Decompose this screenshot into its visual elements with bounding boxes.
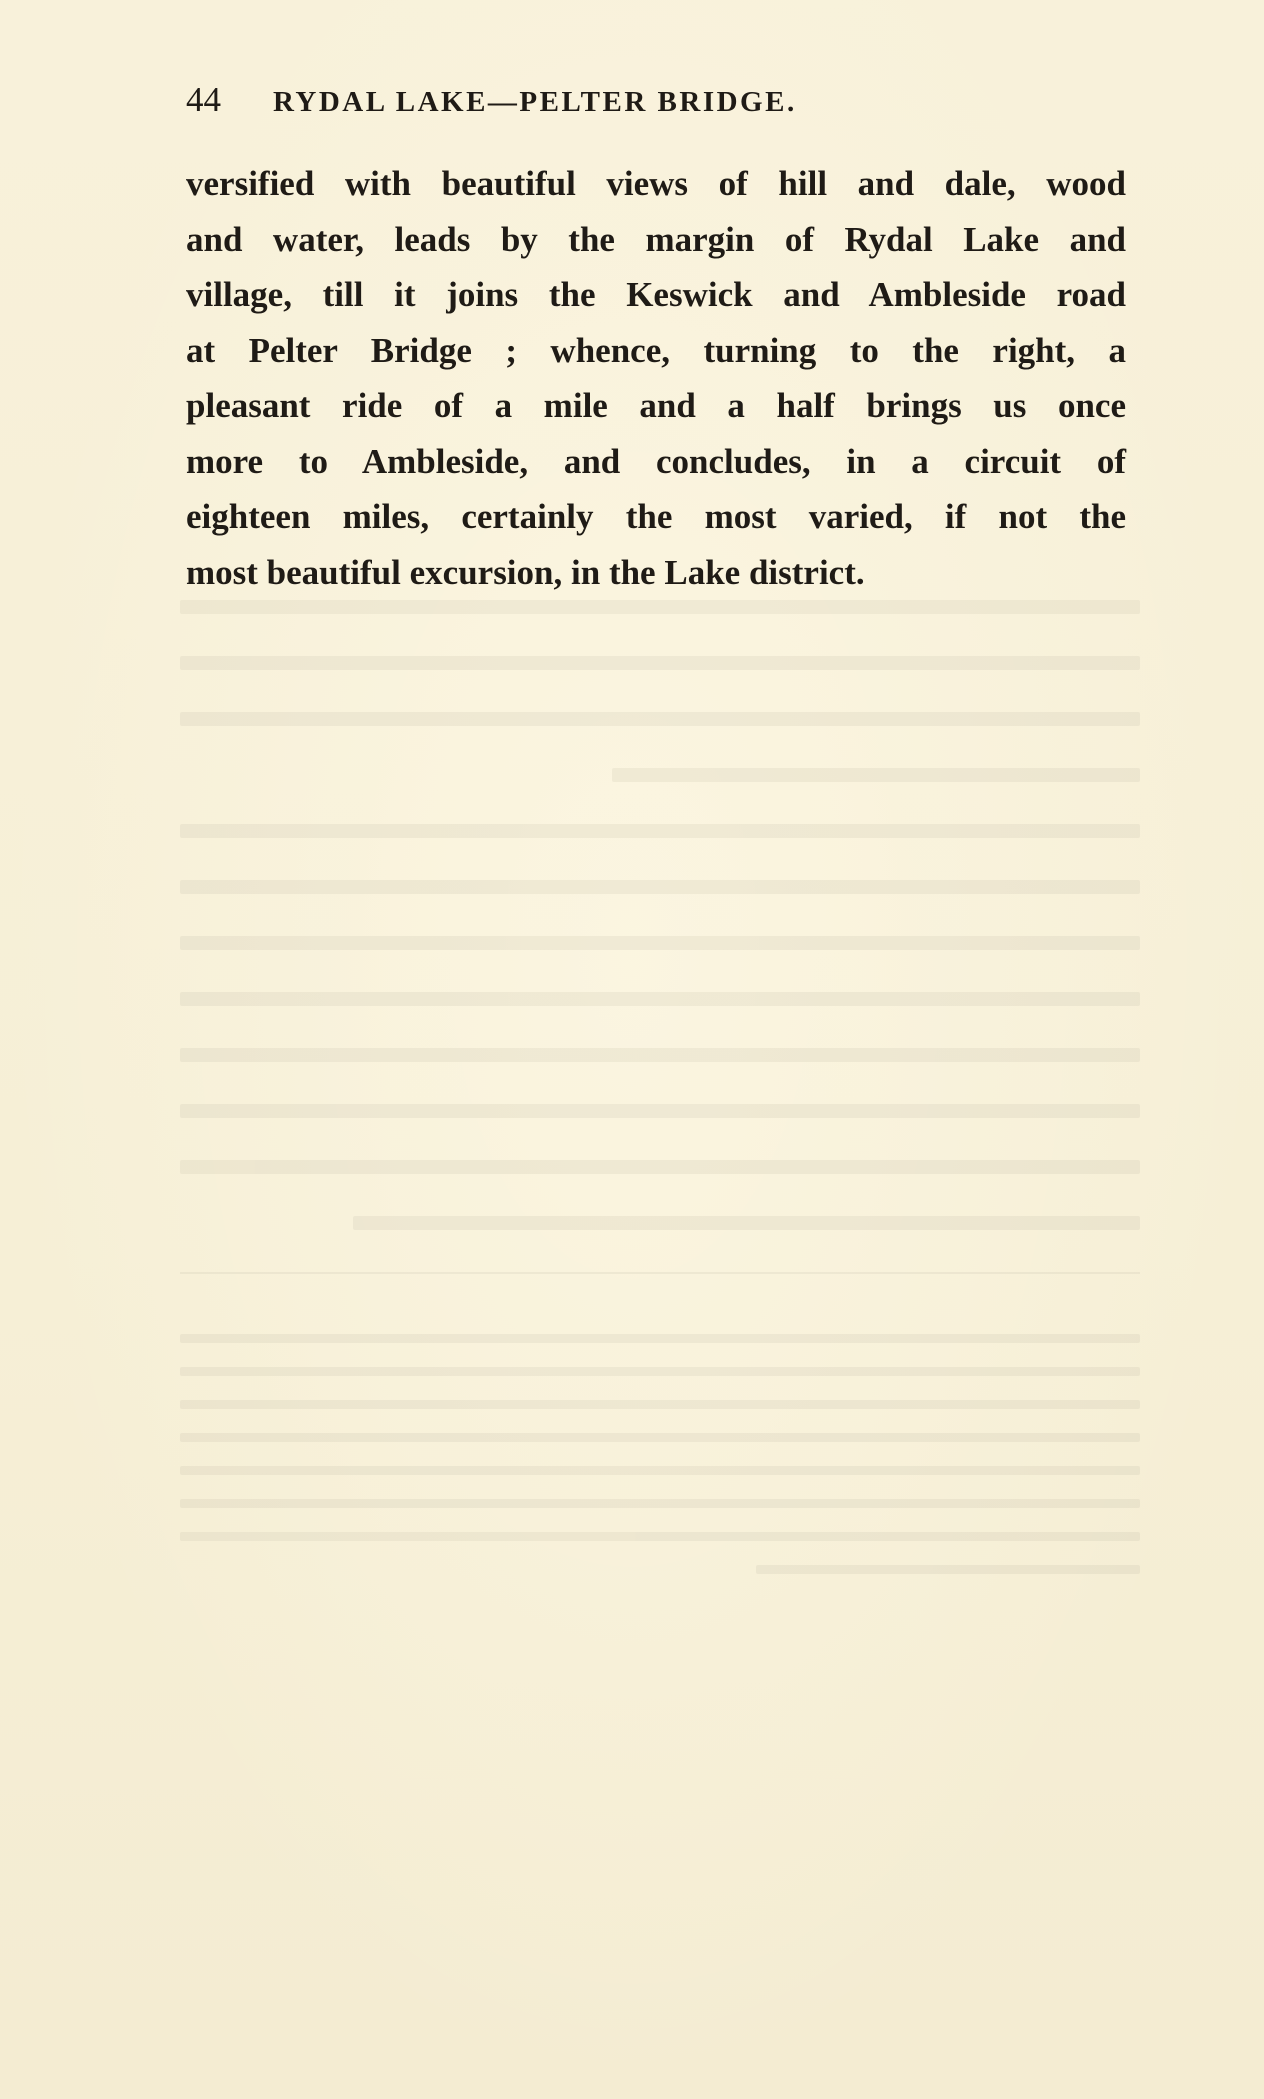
text-line: village, till it joins the Keswick and Ambleside road (186, 275, 1126, 314)
running-head (186, 80, 1126, 124)
text-line: pleasant ride of a mile and a half brings us once (186, 386, 1126, 425)
page-number: 44 (186, 80, 221, 119)
text-line: versified with beautiful views of hill and dale, wood (186, 164, 1126, 203)
text-line: at Pelter Bridge ; whence, turning to the right, a (186, 330, 1126, 370)
text-line: eighteen miles, certainly the most varied, if not the (186, 497, 1126, 536)
text-line: most beautiful excursion, in the Lake district. (186, 552, 865, 592)
body-paragraph (186, 156, 1126, 600)
show-through-text (180, 600, 1140, 1860)
text-line: more to Ambleside, and concludes, in a circuit of (186, 441, 1126, 481)
running-title: RYDAL LAKE—PELTER BRIDGE. (273, 86, 797, 118)
text-line: and water, leads by the margin of Rydal Lake and (186, 219, 1126, 259)
